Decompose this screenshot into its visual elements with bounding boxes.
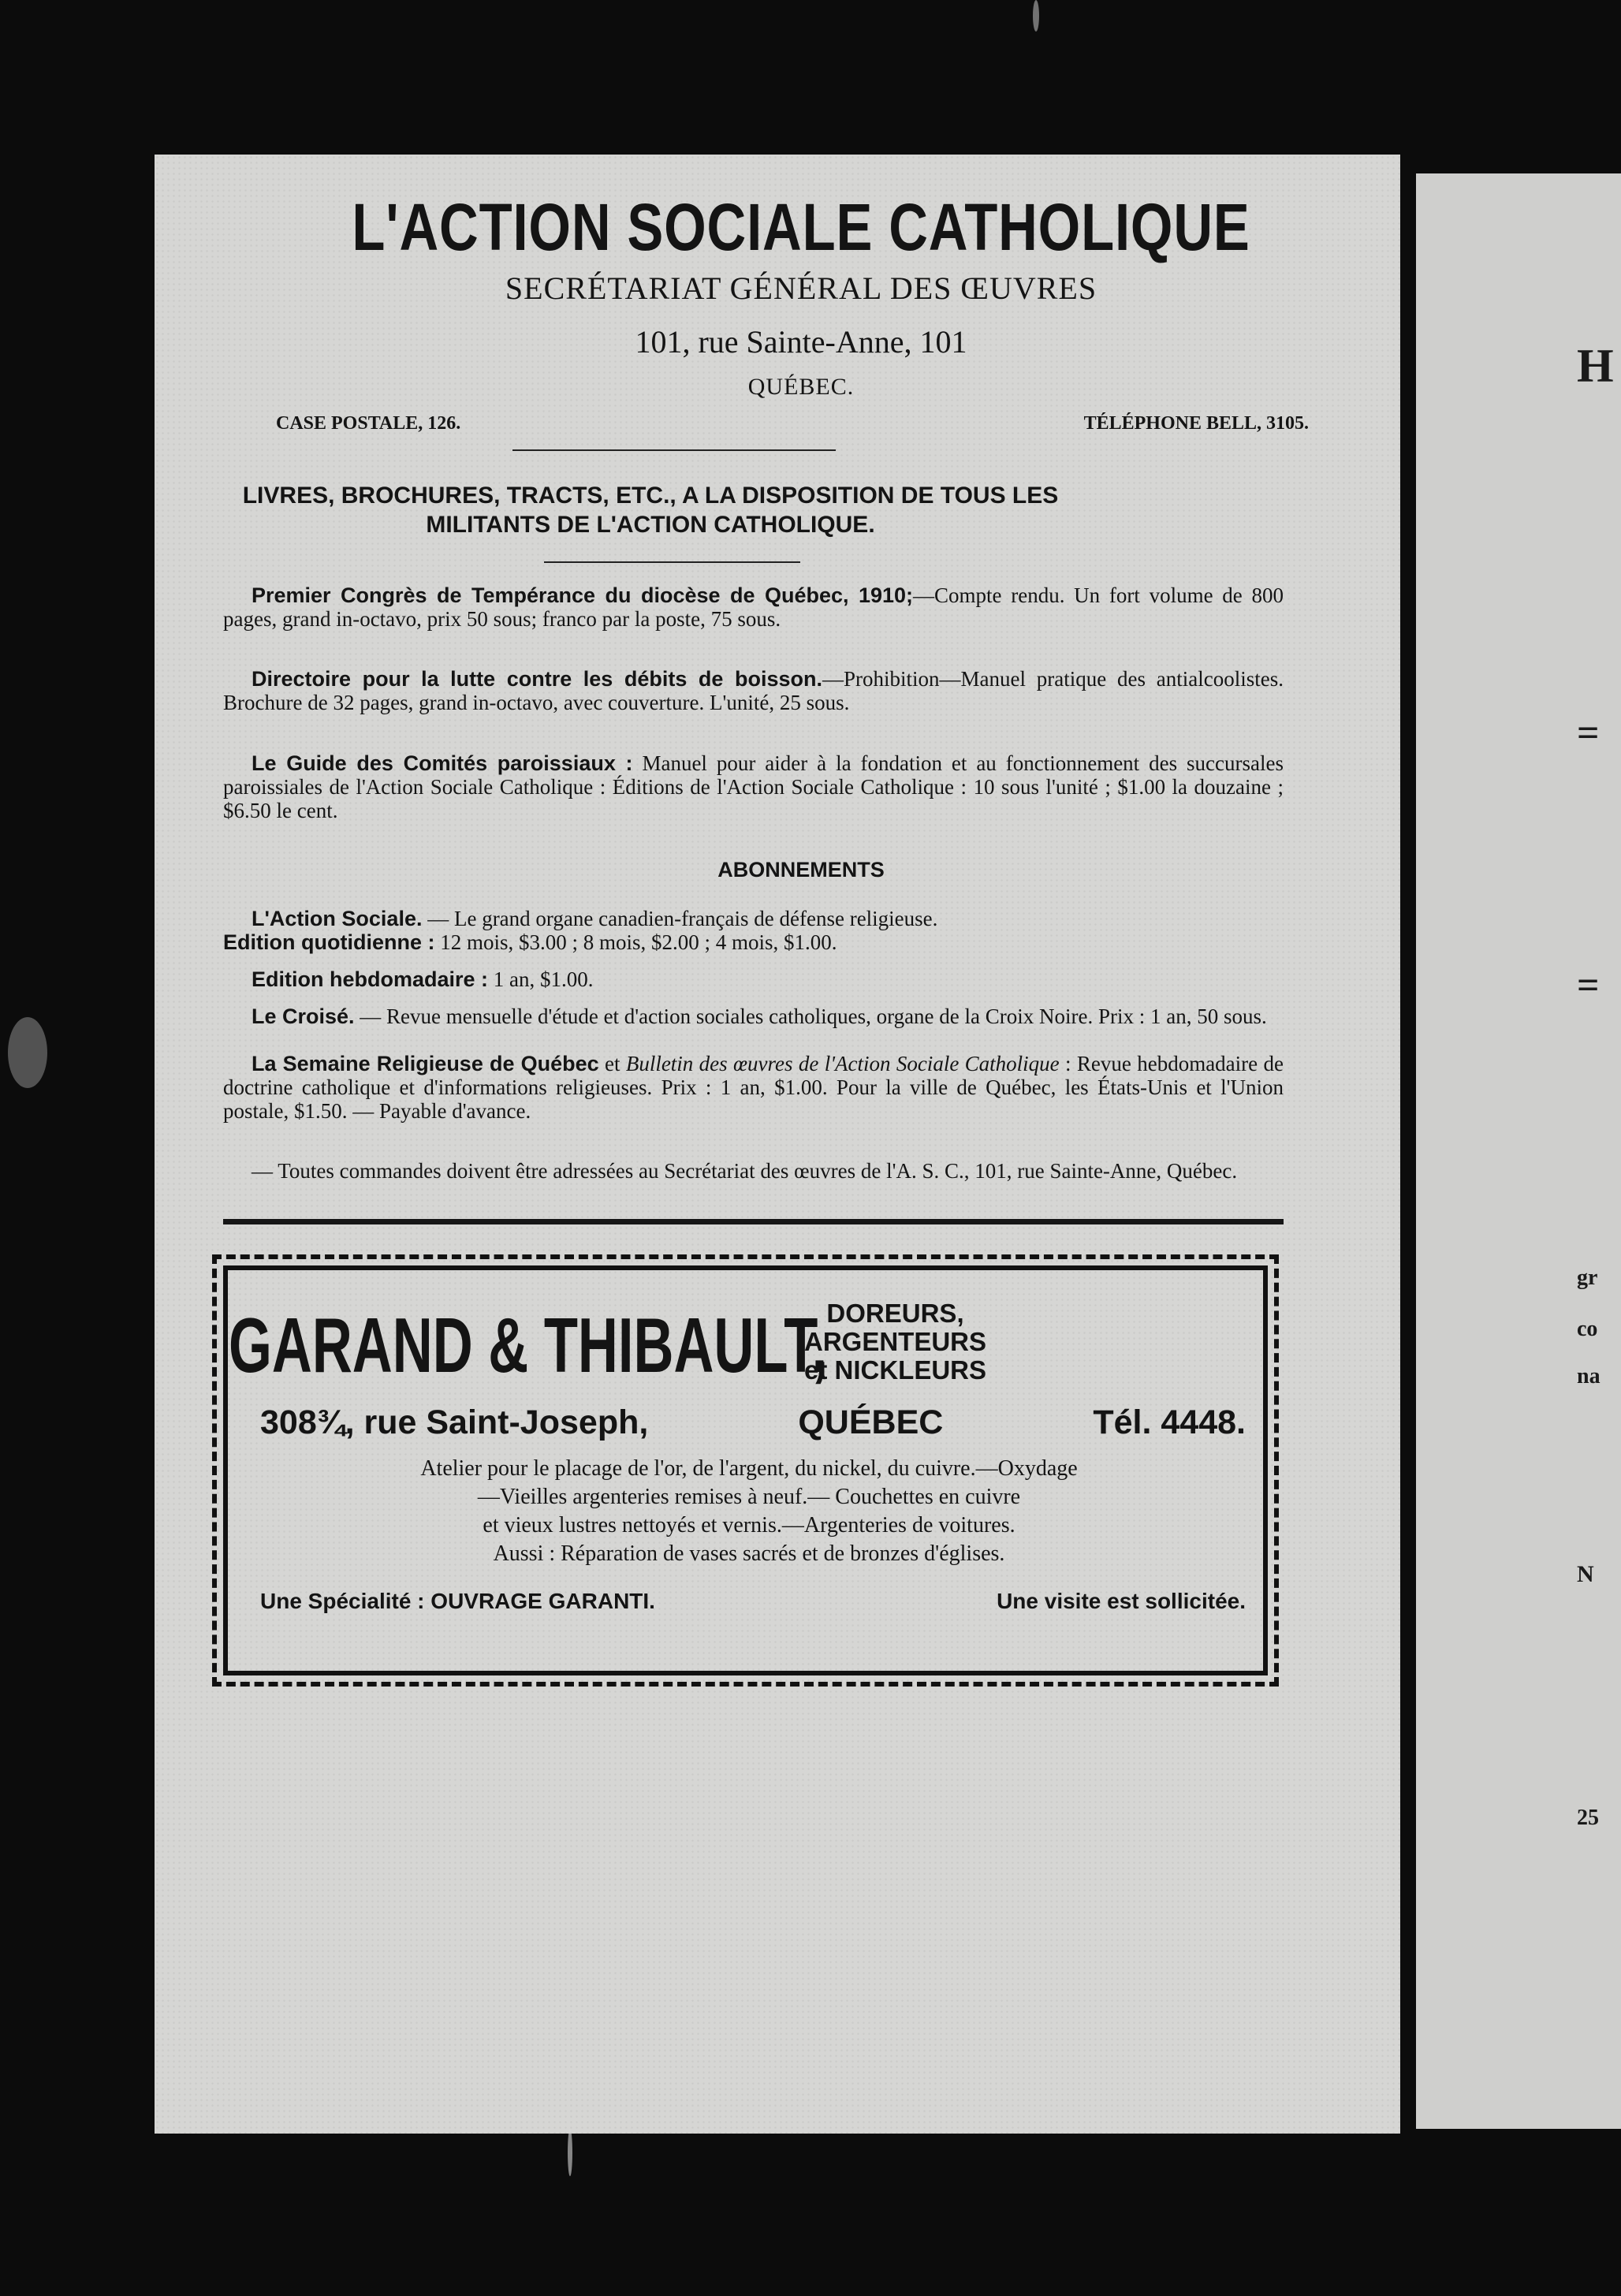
advertiser-street: 308¾, rue Saint-Joseph, [260, 1403, 649, 1441]
publication-text: —Prohibition—Manuel pratique des antialcoolistes. Brochure de 32 pages, grand in-octavo, avec couverture. L'unité, 25 sous. [223, 667, 1284, 714]
subscription-item [223, 967, 1284, 991]
adjacent-page [1416, 173, 1621, 2129]
adjacent-page-fragment: N [1577, 1561, 1594, 1587]
publication-title: Premier Congrès de Tempérance du diocèse de Québec, 1910; [252, 583, 914, 607]
subscription-text: — Revue mensuelle d'étude et d'action sociales catholiques, organe de la Croix Noire. Prix : 1 an, 50 sous. [354, 1004, 1267, 1028]
city: QUÉBEC. [747, 374, 855, 400]
adjacent-page-fragment: co [1577, 1317, 1598, 1341]
adjacent-page-fragment: = [1577, 710, 1600, 755]
adjacent-page-fragment: = [1577, 963, 1600, 1007]
description-line: Aussi : Réparation de vases sacrés et de bronzes d'églises. [493, 1541, 1005, 1566]
subscription-item [223, 1004, 1284, 1028]
subscription-text: : Revue hebdomadaire de doctrine catholique et d'informations religieuses. Prix : 1 an, $1.00. Pour la ville de Québec, les États-Unis et l'Union postale, $1.50. — Payable d'avance. [223, 1052, 1284, 1123]
description-line: et vieux lustres nettoyés et vernis.—Argenteries de voitures. [483, 1513, 1015, 1538]
subscription-text: et [598, 1052, 626, 1075]
subtitle: SECRÉTARIAT GÉNÉRAL DES ŒUVRES [505, 270, 1097, 306]
subscription-title: L'Action Sociale. [252, 907, 423, 930]
trade-line: DOREURS, [826, 1299, 964, 1328]
advertiser-footer [260, 1589, 1246, 1614]
divider [544, 561, 800, 563]
advertiser-tel: Tél. 4448. [1093, 1403, 1246, 1441]
visite: Une visite est sollicitée. [997, 1589, 1246, 1613]
adjacent-page-fragment: gr [1577, 1265, 1598, 1290]
case-postale: CASE POSTALE, 126. [276, 413, 461, 434]
film-speck [8, 1017, 47, 1088]
subscription-title: Le Croisé. [252, 1004, 355, 1028]
publication-item [223, 751, 1284, 822]
publication-text: —Compte rendu. Un fort volume de 800 pages, grand in-octavo, prix 50 sous; franco par la poste, 75 sous. [223, 583, 1284, 631]
subscription-item [223, 907, 1284, 954]
specialite: Une Spécialité : OUVRAGE GARANTI. [260, 1589, 655, 1613]
publication-title: Le Guide des Comités paroissiaux : [252, 751, 633, 775]
description-line: —Vieilles argenteries remises à neuf.— Couchettes en cuivre [477, 1485, 1021, 1509]
film-speck [568, 2129, 572, 2176]
adjacent-page-fragment: H [1577, 340, 1614, 392]
film-speck [1033, 0, 1039, 32]
document-page [155, 155, 1400, 2134]
telephone: TÉLÉPHONE BELL, 3105. [1083, 413, 1309, 434]
subscription-bulletin: Bulletin des œuvres de l'Action Sociale Catholique [625, 1052, 1060, 1075]
advertiser-trades [804, 1299, 986, 1385]
page-title: L'ACTION SOCIALE CATHOLIQUE [352, 190, 1250, 264]
advertiser-city: QUÉBEC [798, 1403, 944, 1441]
publication-title: Directoire pour la lutte contre les débits de boisson. [252, 667, 822, 691]
advertiser-address [260, 1403, 1246, 1442]
section-heading: LIVRES, BROCHURES, TRACTS, ETC., A LA DISPOSITION DE TOUS LES MILITANTS DE L'ACTION CATHOLIQUE. [242, 483, 1059, 538]
subscription-text: 12 mois, $3.00 ; 8 mois, $2.00 ; 4 mois, $1.00. [434, 930, 837, 954]
address: 101, rue Sainte-Anne, 101 [635, 324, 967, 360]
trade-line: et NICKLEURS [804, 1355, 987, 1385]
heavy-divider [223, 1219, 1284, 1224]
publication-text: Manuel pour aider à la fondation et au fonctionnement des succursales paroissiales de l'Action Sociale Catholique : Éditions de l'Action Sociale Catholique : 10 sous l'unité ; $1.00 la douzaine ; $6.50 le cent. [223, 751, 1284, 822]
abonnements-heading: ABONNEMENTS [717, 858, 885, 882]
subscription-item [223, 1052, 1284, 1123]
subscription-title: Edition hebdomadaire : [252, 967, 489, 991]
subscription-text: — Le grand organe canadien-français de défense religieuse. [422, 907, 938, 930]
subscription-text: 1 an, $1.00. [488, 967, 594, 991]
description-line: Atelier pour le placage de l'or, de l'argent, du nickel, du cuivre.—Oxydage [420, 1456, 1078, 1481]
subscription-title: La Semaine Religieuse de Québec [252, 1052, 599, 1075]
publication-item [223, 583, 1284, 631]
subscription-title: Edition quotidienne : [223, 930, 435, 954]
orders-note: — Toutes commandes doivent être adressées au Secrétariat des œuvres de l'A. S. C., 101, rue Sainte-Anne, Québec. [252, 1159, 1238, 1183]
advertiser-name: GARAND & THIBAULT, [229, 1302, 828, 1388]
advertiser-description [237, 1455, 1261, 1568]
adjacent-page-fragment: 25 [1577, 1806, 1599, 1830]
divider [512, 449, 836, 451]
trade-line: ARGENTEURS [804, 1327, 987, 1356]
publication-item [223, 667, 1284, 714]
adjacent-page-fragment: na [1577, 1364, 1601, 1388]
